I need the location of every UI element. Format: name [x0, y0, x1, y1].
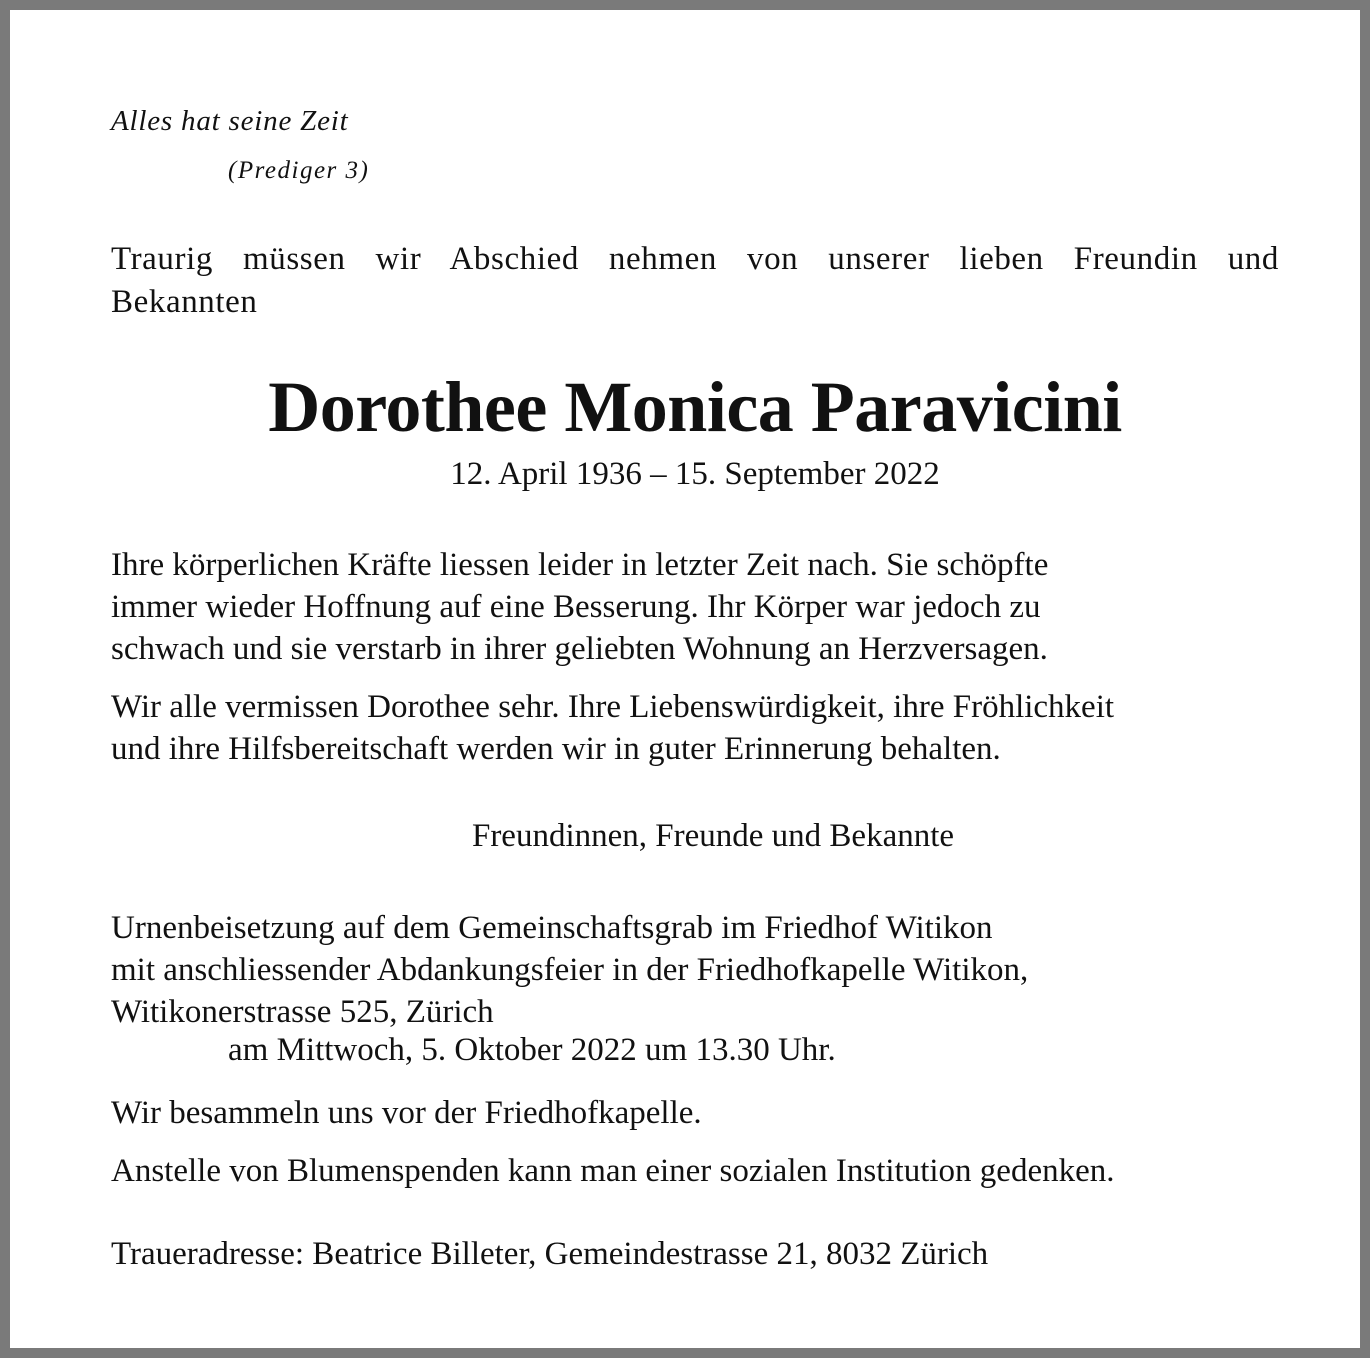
text-line: Ihre körperlichen Kräfte liessen leider in letzter Zeit nach. Sie schöpfte	[111, 547, 1049, 583]
text-line: Urnenbeisetzung auf dem Gemeinschaftsgrab im Friedhof Witikon	[111, 910, 993, 946]
text-line: mit anschliessender Abdankungsfeier in der Friedhofkapelle Witikon,	[111, 952, 1029, 988]
text-line: Witikonerstrasse 525, Zürich	[111, 994, 494, 1030]
text-line: Wir alle vermissen Dorothee sehr. Ihre Liebenswürdigkeit, ihre Fröhlichkeit	[111, 689, 1115, 725]
bible-reference: (Prediger 3)	[228, 157, 370, 184]
signature-line: Freundinnen, Freunde und Bekannte	[471, 818, 955, 854]
donation-note: Anstelle von Blumenspenden kann man einer sozialen Institution gedenken.	[111, 1153, 1115, 1189]
motto: Alles hat seine Zeit	[111, 105, 349, 137]
ceremony-info	[111, 907, 1028, 1033]
intro-text: Traurig müssen wir Abschied nehmen von unserer lieben Freundin und Bekannten	[111, 241, 1279, 320]
text-line: und ihre Hilfsbereitschaft werden wir in guter Erinnerung behalten.	[111, 731, 1001, 767]
text-line: schwach und sie verstarb in ihrer geliebten Wohnung an Herzversagen.	[111, 631, 1048, 667]
paragraph-remembrance	[111, 686, 1114, 770]
text-line: immer wieder Hoffnung auf eine Besserung. Ihr Körper war jedoch zu	[111, 589, 1041, 625]
paragraph-condition	[111, 544, 1048, 670]
deceased-name: Dorothee Monica Paravicini	[268, 367, 1122, 447]
mourning-address: Traueradresse: Beatrice Billeter, Gemeindestrasse 21, 8032 Zürich	[111, 1236, 989, 1272]
ceremony-time: am Mittwoch, 5. Oktober 2022 um 13.30 Uhr.	[228, 1032, 836, 1068]
life-dates: 12. April 1936 – 15. September 2022	[450, 456, 940, 492]
gathering-note: Wir besammeln uns vor der Friedhofkapelle.	[111, 1095, 702, 1131]
